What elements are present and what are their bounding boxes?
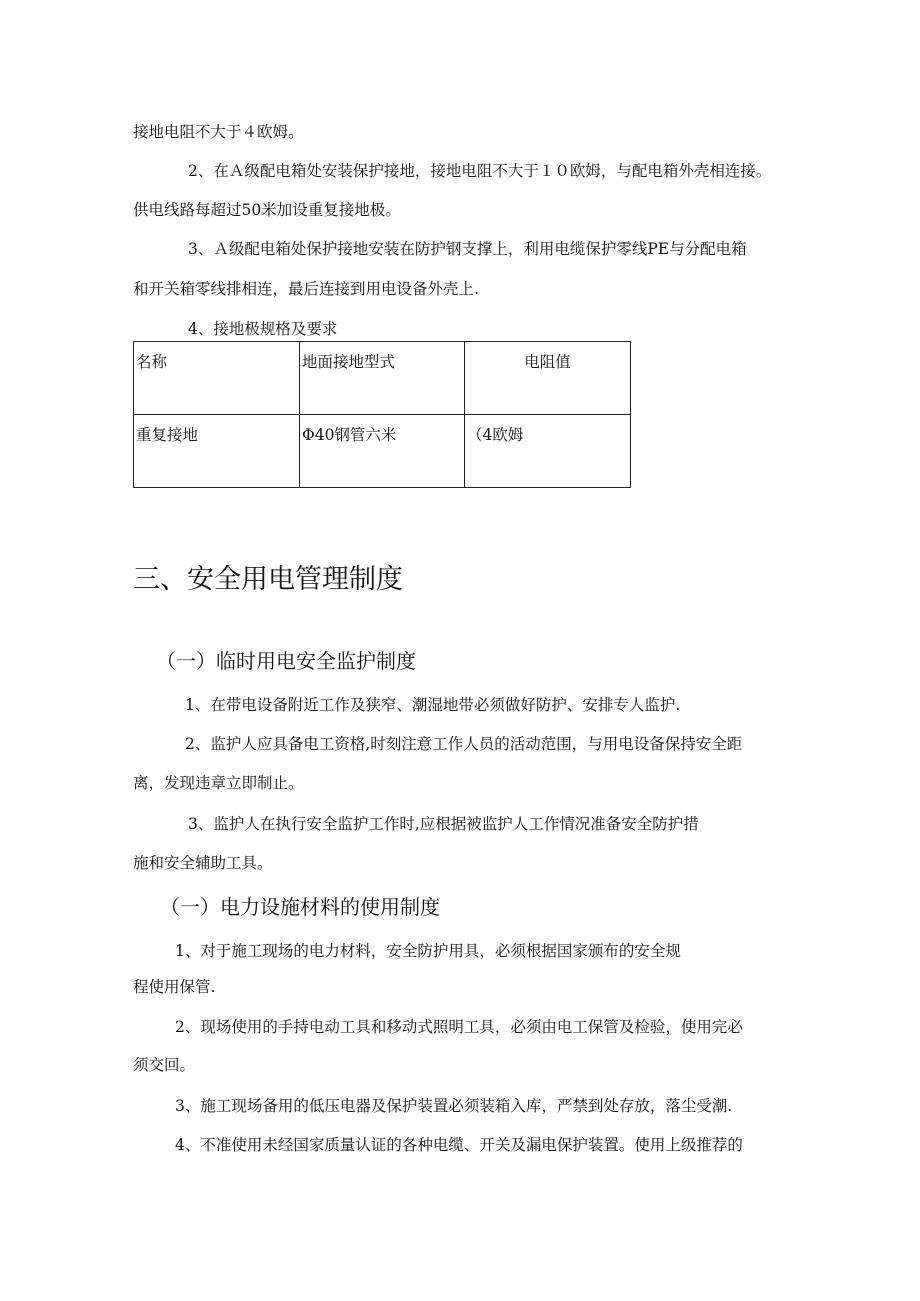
grounding-spec-table — [133, 341, 631, 488]
section-title-materials: （一）电力设施材料的使用制度 — [160, 895, 440, 919]
table-cell-resistance: （4欧姆 — [465, 415, 631, 488]
monitoring-item-3-continued: 施和安全辅助工具。 — [133, 854, 273, 872]
section-title-monitoring: （一）临时用电安全监护制度 — [156, 649, 416, 673]
table-header-name: 名称 — [134, 342, 300, 415]
list-item-2-continued: 供电线路每超过50米加设重复接地极。 — [133, 201, 401, 219]
paragraph-line: 接地电阻不大于４欧姆。 — [133, 123, 304, 141]
materials-item-3: 3、施工现场备用的低压电器及保护装置必须装箱入库，严禁到处存放，落尘受潮. — [175, 1097, 733, 1115]
list-item-3: 3、Ａ级配电箱处保护接地安装在防护钢支撑上，利用电缆保护零线PE与分配电箱 — [188, 240, 747, 258]
monitoring-item-2-continued: 离，发现违章立即制止。 — [133, 774, 304, 792]
table-header-row — [134, 342, 631, 415]
table-header-resistance: 电阻值 — [465, 342, 631, 415]
table-cell-name: 重复接地 — [134, 415, 300, 488]
materials-item-4: 4、不准使用未经国家质量认证的各种电缆、开关及漏电保护装置。使用上级推荐的 — [175, 1136, 743, 1154]
list-item-3-continued: 和开关箱零线排相连，最后连接到用电设备外壳上. — [133, 280, 479, 298]
monitoring-item-2: 2、监护人应具备电工资格,时刻注意工作人员的活动范围，与用电设备保持安全距 — [185, 735, 743, 753]
table-header-type: 地面接地型式 — [300, 342, 465, 415]
materials-item-2: 2、现场使用的手持电动工具和移动式照明工具，必须由电工保管及检验，使用完必 — [175, 1018, 743, 1036]
list-item-4: 4、接地极规格及要求 — [188, 320, 338, 338]
monitoring-item-1: 1、在带电设备附近工作及狭窄、潮湿地带必须做好防护、安排专人监护. — [185, 696, 681, 714]
table-cell-type: Φ40钢管六米 — [300, 415, 465, 488]
materials-item-2-continued: 须交回。 — [133, 1056, 196, 1074]
chapter-title: 三、安全用电管理制度 — [133, 564, 403, 595]
list-item-2: 2、在Ａ级配电箱处安装保护接地，接地电阻不大于１０欧姆，与配电箱外壳相连接。 — [188, 162, 772, 180]
materials-item-1-continued: 程使用保管. — [133, 978, 216, 996]
materials-item-1: 1、对于施工现场的电力材料，安全防护用具，必须根据国家颁布的安全规 — [175, 942, 681, 960]
monitoring-item-3: 3、监护人在执行安全监护工作时,应根据被监护人工作情况准备安全防护措 — [188, 815, 699, 833]
table-row — [134, 415, 631, 488]
